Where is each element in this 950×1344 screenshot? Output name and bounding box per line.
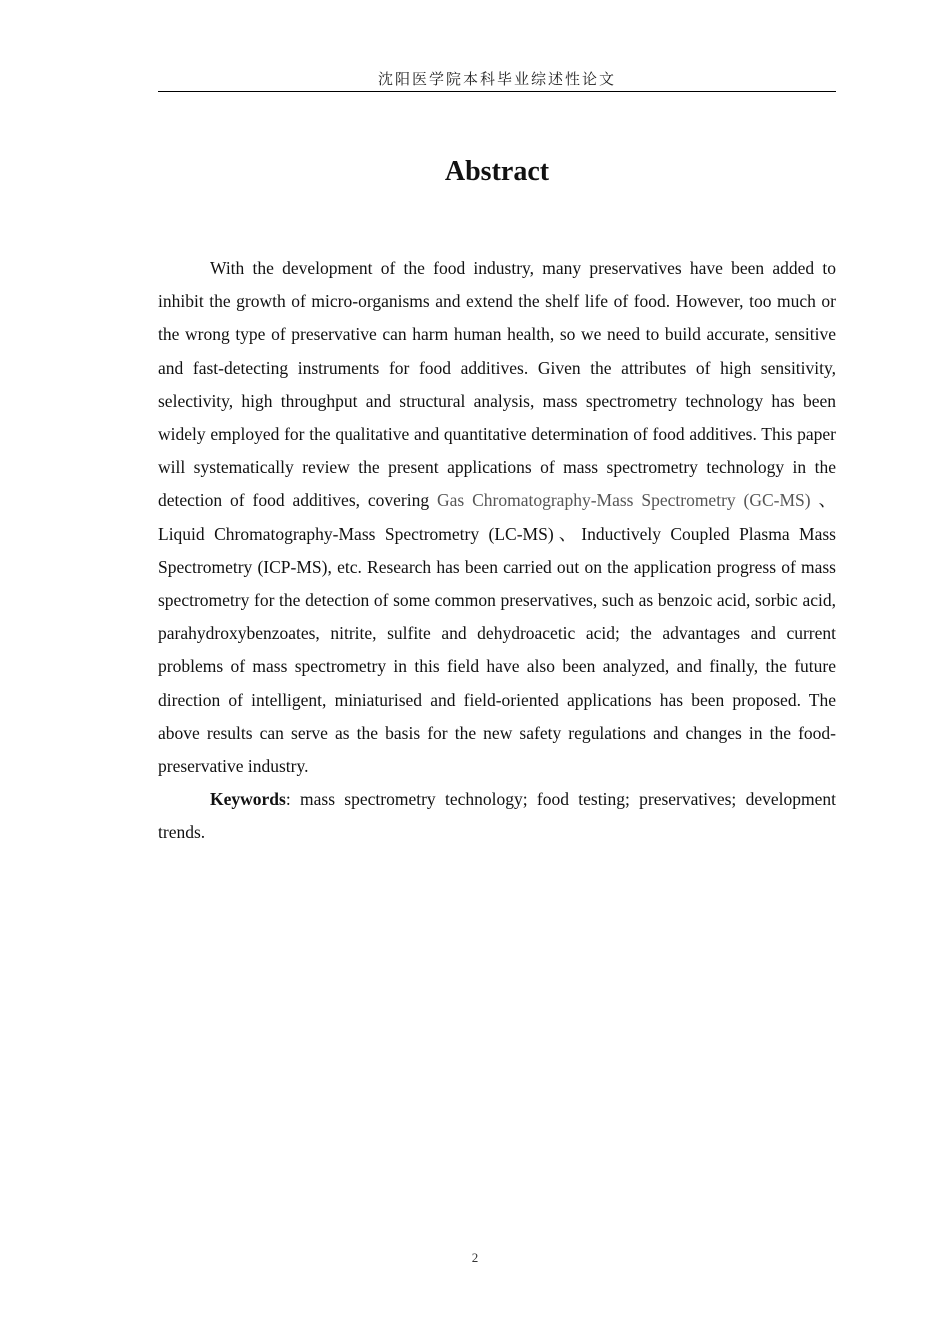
gcms-term: Gas Chromatography-Mass Spectrometry (GC-MS) xyxy=(437,490,811,511)
abstract-text-end: 、 Liquid Chromatography-Mass Spectrometry (LC-MS)、Inductively Coupled Plasma Mass Spectrometry (ICP-MS), etc. Research has been carried out on the application progress of mass spectrometry for the detection of some common preservatives, such as benzoic acid, sorbic acid, parahydroxybenzoates, nitrite, sulfite and dehydroacetic acid; the advantages and current problems of mass spectrometry in this field have also been analyzed, and finally, the future direction of intelligent, miniaturised and field-oriented applications has been proposed. The above results can serve as the basis for the new safety regulations and changes in the food-preservative industry. xyxy=(158,490,837,777)
keywords-list: : mass spectrometry technology; food testing; preservatives; development trends. xyxy=(158,789,836,843)
running-header: 沈阳医学院本科毕业综述性论文 xyxy=(377,70,616,88)
abstract-text-start: With the development of the food industry, many preservatives have been added to inhibit the growth of micro-organisms and extend the shelf life of food. However, too much or the wrong type of preservative can harm human health, so we need to build accurate, sensitive and fast-detecting instruments for food additives. Given the attributes of high sensitivity, selectivity, high throughput and structural analysis, mass spectrometry technology has been widely employed for the qualitative and quantitative determination of food additives. This paper will systematically review the present applications of mass spectrometry technology in the detection of food additives, covering xyxy=(158,258,836,511)
page-title: Abstract xyxy=(444,156,550,187)
keywords-paragraph xyxy=(158,783,836,849)
abstract-paragraph xyxy=(158,252,836,783)
abstract-body xyxy=(158,252,836,850)
page-number: 2 xyxy=(471,1250,479,1265)
header-rule xyxy=(158,91,836,92)
keywords-label: Keywords xyxy=(210,789,286,810)
